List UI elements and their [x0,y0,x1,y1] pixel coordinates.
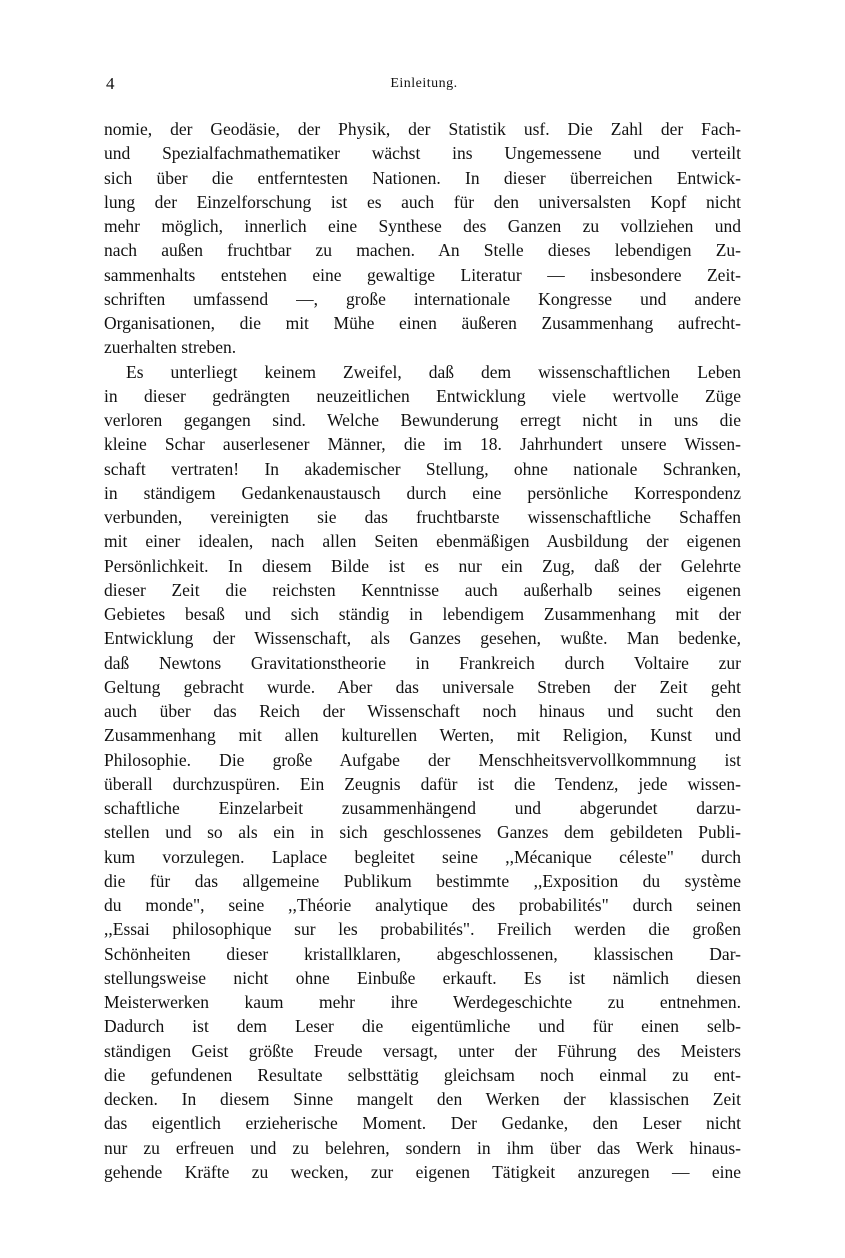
text-line: und Spezialfachmathematiker wächst ins Ungemessene und verteilt [104,143,741,164]
text-line: sammenhalts entstehen eine gewaltige Literatur — insbesondere Zeit- [104,264,741,285]
paragraph-end-line: zuerhalten streben. [104,337,237,358]
text-line: schaft vertraten! In akademischer Stellung, ohne nationale Schranken, [104,458,741,479]
text-line: nach außen fruchtbar zu machen. An Stelle dieses lebendigen Zu- [104,240,741,261]
text-line: mit einer idealen, nach allen Seiten ebenmäßigen Ausbildung der eigenen [104,531,741,552]
text-line: verloren gegangen sind. Welche Bewunderung erregt nicht in uns die [104,410,741,430]
text-line: Persönlichkeit. In diesem Bilde ist es nur ein Zug, daß der Gelehrte [104,555,741,576]
body-text [104,117,741,1184]
running-head: Einleitung. [390,76,458,91]
text-line: das eigentlich erzieherische Moment. Der Gedanke, den Leser nicht [104,1113,741,1134]
text-line: dieser Zeit die reichsten Kenntnisse auch außerhalb seines eigenen [104,579,741,600]
text-line: nomie, der Geodäsie, der Physik, der Statistik usf. Die Zahl der Fach- [104,119,741,139]
text-line: die für das allgemeine Publikum bestimmte ,,Exposition du système [104,870,741,891]
text-line: Gebietes besaß und sich ständig in lebendigem Zusammenhang mit der [104,604,741,624]
text-line: ständigen Geist größte Freude versagt, unter der Führung des Meisters [104,1040,741,1061]
text-line: stellungsweise nicht ohne Einbuße erkauft. Es ist nämlich diesen [104,967,741,988]
text-line: Zusammenhang mit allen kulturellen Werten, mit Religion, Kunst und [104,725,741,746]
text-line: daß Newtons Gravitationstheorie in Frankreich durch Voltaire zur [104,652,741,673]
text-line: decken. In diesem Sinne mangelt den Werken der klassischen Zeit [104,1089,741,1109]
text-line: nur zu erfreuen und zu belehren, sondern in ihm über das Werk hinaus- [104,1137,741,1158]
text-line: Schönheiten dieser kristallklaren, abgeschlossenen, klassischen Dar- [104,943,741,964]
text-line: Meisterwerken kaum mehr ihre Werdegeschichte zu entnehmen. [104,992,741,1012]
text-line: du monde", seine ,,Théorie analytique des probabilités" durch seinen [104,895,741,915]
text-line: schriften umfassend —, große internationale Kongresse und andere [104,288,741,309]
text-line: ,,Essai philosophique sur les probabilités". Freilich werden die großen [104,919,741,940]
text-line: kum vorzulegen. Laplace begleitet seine ,,Mécanique céleste" durch [104,846,741,867]
text-line: überall durchzuspüren. Ein Zeugnis dafür ist die Tendenz, jede wissen- [104,773,741,794]
text-line: stellen und so als ein in sich geschlossenes Ganzes dem gebildeten Publi- [104,822,741,843]
paragraph-start-line: Es unterliegt keinem Zweifel, daß dem wissenschaftlichen Leben [126,361,741,382]
text-line: lung der Einzelforschung ist es auch für den universalsten Kopf nicht [104,191,741,212]
text-line: mehr möglich, innerlich eine Synthese des Ganzen zu vollziehen und [104,216,741,236]
text-line: auch über das Reich der Wissenschaft noch hinaus und sucht den [104,701,741,721]
text-line: Philosophie. Die große Aufgabe der Menschheitsvervollkommnung ist [104,749,741,770]
text-line: Geltung gebracht wurde. Aber das universale Streben der Zeit geht [104,676,741,697]
text-line: Dadurch ist dem Leser die eigentümliche und für einen selb- [104,1016,741,1037]
text-line: kleine Schar auserlesener Männer, die im 18. Jahrhundert unsere Wissen- [104,434,741,455]
text-line: schaftliche Einzelarbeit zusammenhängend und abgerundet darzu- [104,798,741,818]
text-line: in dieser gedrängten neuzeitlichen Entwicklung viele wertvolle Züge [104,385,741,406]
page-header [104,74,744,100]
text-line: gehende Kräfte zu wecken, zur eigenen Tätigkeit anzuregen — eine [104,1161,741,1182]
text-line: sich über die entferntesten Nationen. In dieser überreichen Entwick- [104,167,741,188]
text-line: Entwicklung der Wissenschaft, als Ganzes gesehen, wußte. Man bedenke, [104,628,741,649]
text-line: in ständigem Gedankenaustausch durch eine persönliche Korrespondenz [104,482,741,503]
text-line: die gefundenen Resultate selbsttätig gleichsam noch einmal zu ent- [104,1064,741,1085]
text-line: verbunden, vereinigten sie das fruchtbarste wissenschaftliche Schaffen [104,507,741,527]
page-number: 4 [106,74,115,93]
text-line: Organisationen, die mit Mühe einen äußeren Zusammenhang aufrecht- [104,313,741,333]
